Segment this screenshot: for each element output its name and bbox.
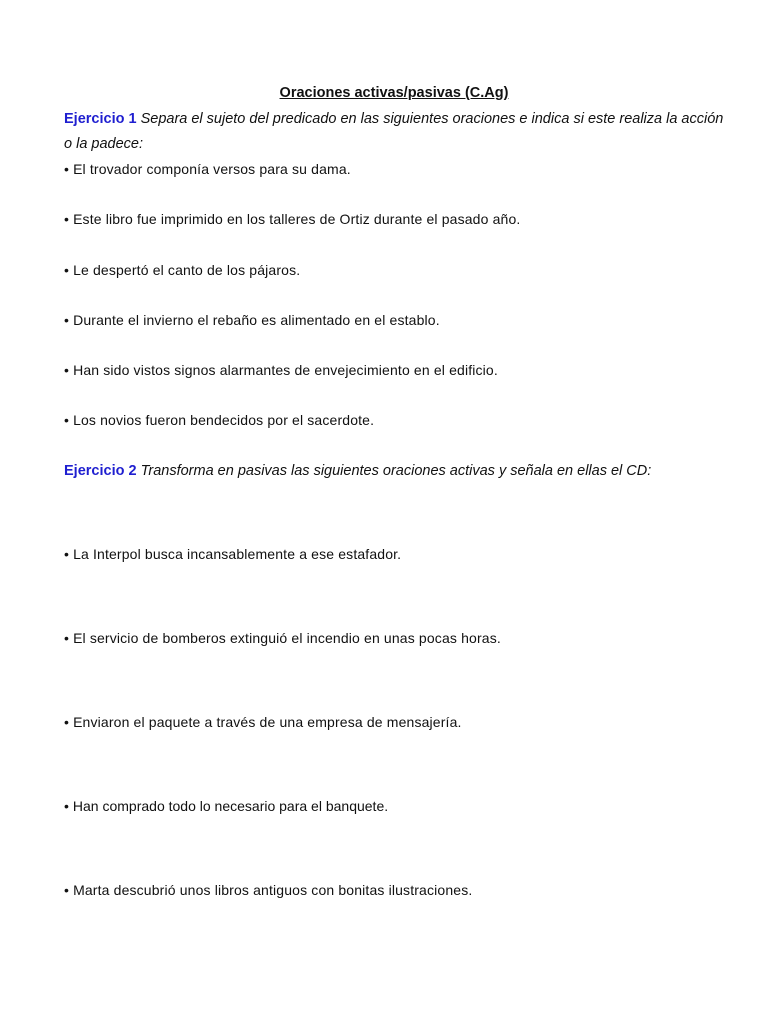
sentence-text: La Interpol busca incansablemente a ese estafador. (73, 546, 402, 562)
bullet-icon: • (64, 546, 70, 562)
list-item (64, 262, 300, 278)
bullet-icon: • (64, 262, 70, 278)
bullet-icon: • (64, 211, 70, 227)
bullet-icon: • (64, 630, 70, 646)
exercise-1-instruction: Separa el sujeto del predicado en las siguientes oraciones e indica si este realiza la acción o la padece: (64, 111, 724, 152)
bullet-icon: • (64, 362, 70, 378)
bullet-icon: • (64, 412, 70, 428)
list-item (64, 630, 501, 646)
sentence-text: Los novios fueron bendecidos por el sacerdote. (73, 412, 375, 428)
bullet-icon: • (64, 882, 70, 898)
list-item (64, 546, 401, 562)
sentence-text: El trovador componía versos para su dama. (73, 161, 351, 177)
exercise-2-heading (64, 459, 734, 484)
exercise-1-label: Ejercicio 1 (64, 111, 137, 127)
list-item (64, 312, 440, 328)
sentence-text: Este libro fue imprimido en los talleres de Ortiz durante el pasado año. (73, 211, 521, 227)
bullet-icon: • (64, 798, 69, 814)
list-item (64, 211, 520, 227)
bullet-icon: • (64, 312, 70, 328)
list-item (64, 798, 388, 814)
sentence-text: Han comprado todo lo necesario para el banquete. (72, 798, 389, 814)
exercise-2-label: Ejercicio 2 (64, 463, 137, 479)
exercise-2-instruction: Transforma en pasivas las siguientes oraciones activas y señala en ellas el CD: (140, 463, 652, 479)
list-item (64, 714, 462, 730)
list-item (64, 362, 498, 378)
bullet-icon: • (64, 161, 70, 177)
sentence-text: Marta descubrió unos libros antiguos con bonitas ilustraciones. (73, 882, 473, 898)
list-item (64, 412, 374, 428)
exercise-1-heading (64, 107, 734, 157)
sentence-text: Durante el invierno el rebaño es alimentado en el establo. (73, 312, 440, 328)
bullet-icon: • (64, 714, 70, 730)
list-item (64, 161, 351, 177)
list-item (64, 882, 472, 898)
sentence-text: Le despertó el canto de los pájaros. (73, 262, 301, 278)
sentence-text: Enviaron el paquete a través de una empresa de mensajería. (73, 714, 462, 730)
sentence-text: Han sido vistos signos alarmantes de envejecimiento en el edificio. (73, 362, 498, 378)
sentence-text: El servicio de bomberos extinguió el incendio en unas pocas horas. (73, 630, 501, 646)
document-title: Oraciones activas/pasivas (C.Ag) (279, 85, 509, 101)
